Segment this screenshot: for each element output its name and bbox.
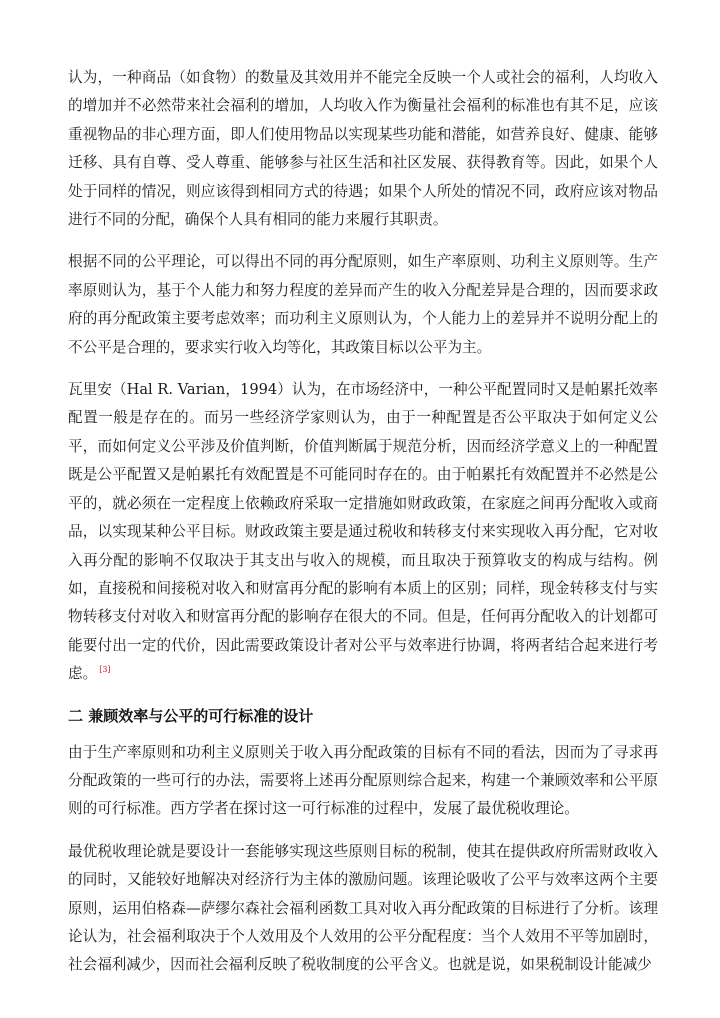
- paragraph-optimal-tax-theory: 最优税收理论就是要设计一套能够实现这些原则目标的税制，使其在提供政府所需财政收入的同时，又能较好地解决对经济行为主体的激励问题。该理论吸收了公平与效率这两个主要原则，运用伯格森—萨缪尔森社会福利函数工具对收入再分配政策的目标进行了分析。该理论认为，社会福利取决于个人效用及个人效用的公平分配程度：当个人效用不平等加剧时，社会福利减少，因而社会福利反映了税收制度的公平含义。也就是说，如果税制设计能减少: [68, 842, 658, 974]
- footnote-marker[interactable]: [3]: [99, 665, 111, 675]
- section-heading: 二 兼顾效率与公平的可行标准的设计: [68, 706, 314, 725]
- paragraph-varian-efficiency: [68, 376, 658, 688]
- paragraph-varian-text: 瓦里安（Hal R. Varian，1994）认为，在市场经济中，一种公平配置同时又是帕累托效率配置一般是存在的。而另一些经济学家则认为，由于一种配置是否公平取决于如何定义公平，而如何定义公平涉及价值判断，价值判断属于规范分析，因而经济学意义上的一种配置既是公平配置又是帕累托有效配置是不可能同时存在的。由于帕累托有效配置并不必然是公平的，就必须在一定程度上依赖政府采取一定措施如财政政策，在家庭之间再分配收入或商品，以实现某种公平目标。财政政策主要是通过税收和转移支付来实现收入再分配，它对收入再分配的影响不仅取决于其支出与收入的规模，而且取决于预算收支的构成与结构。例如，直接税和间接税对收入和财富再分配的影响有本质上的区别；同样，现金转移支付与实物转移支付对收入和财富再分配的影响存在很大的不同。但是，任何再分配收入的计划都可能要付出一定的代价，因此需要政策设计者对公平与效率进行协调，将两者结合起来进行考虑。: [68, 381, 658, 683]
- paragraph-redistribution-principles: 根据不同的公平理论，可以得出不同的再分配原则，如生产率原则、功利主义原则等。生产率原则认为，基于个人能力和努力程度的差异而产生的收入分配差异是合理的，因而要求政府的再分配政策主要考虑效率；而功利主义原则认为，个人能力上的差异并不说明分配上的不公平是合理的，要求实行收入均等化，其政策目标以公平为主。: [68, 253, 658, 356]
- paragraph-feasible-standard: 由于生产率原则和功利主义原则关于收入再分配政策的目标有不同的看法，因而为了寻求再分配政策的一些可行的办法，需要将上述再分配原则综合起来，构建一个兼顾效率和公平原则的可行标准。西方学者在探讨这一可行标准的过程中，发展了最优税收理论。: [68, 743, 658, 818]
- paragraph-capability-view: 认为，一种商品（如食物）的数量及其效用并不能完全反映一个人或社会的福利，人均收入的增加并不必然带来社会福利的增加，人均收入作为衡量社会福利的标准也有其不足，应该重视物品的非心理方面，即人们使用物品以实现某些功能和潜能，如营养良好、健康、能够迁移、具有自尊、受人尊重、能够参与社区生活和社区发展、获得教育等。因此，如果个人处于同样的情况，则应该得到相同方式的待遇；如果个人所处的情况不同，政府应该对物品进行不同的分配，确保个人具有相同的能力来履行其职责。: [68, 69, 658, 229]
- document-page: [68, 64, 658, 994]
